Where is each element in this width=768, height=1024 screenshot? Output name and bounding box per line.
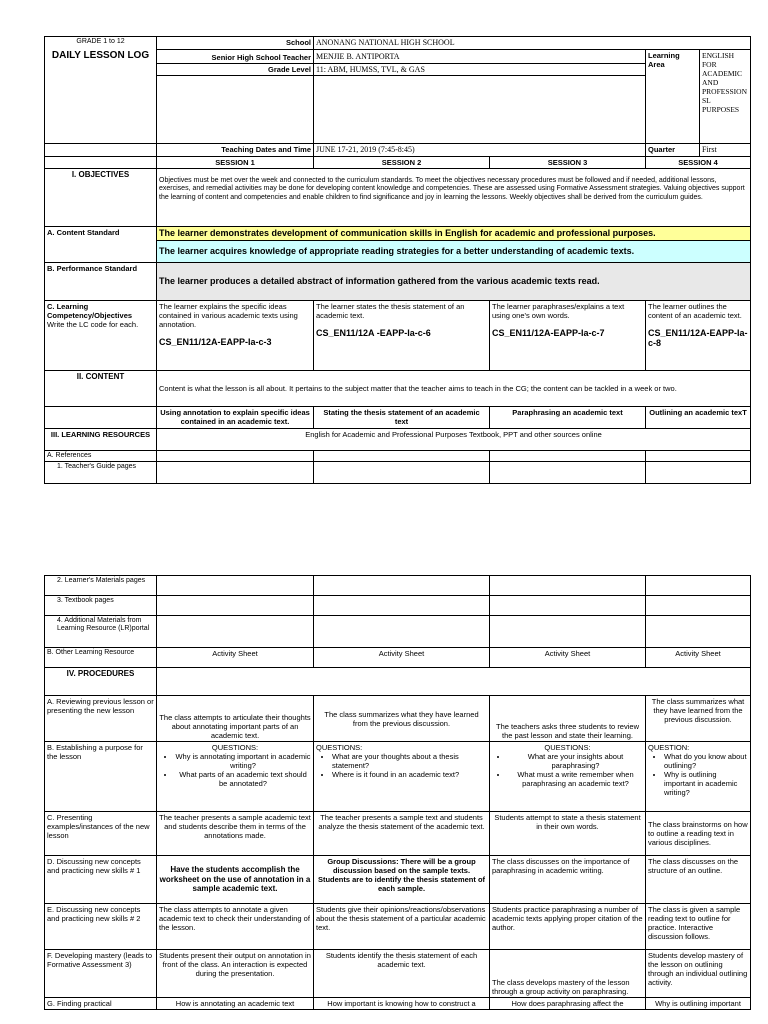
- blank-cell: [157, 461, 314, 483]
- procedure-a-label: A. Reviewing previous lesson or presenting the new lesson: [45, 696, 157, 742]
- teachers-guide-label: 1. Teacher's Guide pages: [45, 461, 157, 483]
- competencies-label: C. Learning Competency/Objectives: [47, 301, 133, 320]
- session-1-header: SESSION 1: [157, 156, 314, 168]
- additional-materials-label: 4. Additional Materials from Learning Resource (LR)portal: [45, 616, 157, 648]
- competency-s1-code: CS_EN11/12A-EAPP-Ia-c-3: [159, 336, 272, 347]
- procedure-b-s2-question-heading: QUESTIONS:: [316, 743, 363, 752]
- activity-sheet-s2: Activity Sheet: [314, 648, 490, 668]
- quarter-label: Quarter: [646, 144, 700, 157]
- list-item: • What must a write remember when paraphrasing an academic text?: [508, 770, 643, 788]
- list-item: • What parts of an academic text should be annotated?: [175, 770, 311, 788]
- content-standard-label: A. Content Standard: [45, 226, 157, 262]
- blank-cell: [314, 616, 490, 648]
- procedure-a-s3: The teachers asks three students to review the past lesson and state their learning.: [490, 696, 646, 742]
- lesson-log-table-bottom: [44, 575, 751, 1010]
- blank-cell: [646, 450, 751, 461]
- blank-cell: [314, 576, 490, 596]
- list-item: • Why is outlining important in academic writing?: [664, 770, 748, 797]
- procedure-b-s2: [314, 742, 490, 812]
- procedure-f-s3: The class develops mastery of the lesson through a group activity on paraphrasing.: [490, 950, 646, 998]
- objectives-text: Objectives must be met over the week and connected to the curriculum standards. To meet the objectives necessary procedures must be followed and if needed, additional lessons, exercises, and remedial activities may be done for developing content knowledge and competencies. These are assessed using Formative Assessment strategies. Valuing objectives support the learning of content and competencies and enable children to find significance and joy in learning the lessons. Weekly objectives shall be derived from the curriculum guides.: [157, 168, 751, 226]
- other-resource-label: B. Other Learning Resource: [45, 648, 157, 668]
- blank-cell: [314, 76, 646, 144]
- list-item: • What are your thoughts about a thesis statement?: [332, 752, 487, 770]
- activity-sheet-s1: Activity Sheet: [157, 648, 314, 668]
- blank-cell: [490, 616, 646, 648]
- blank-cell: [646, 576, 751, 596]
- procedures-label: IV. PROCEDURES: [45, 668, 157, 696]
- content-standard-text: The learner acquires knowledge of appropriate reading strategies for a better understanding of academic texts.: [157, 240, 751, 262]
- procedure-d-s1: Have the students accomplish the worksheet on the use of annotation in a sample academic text.: [157, 856, 314, 904]
- blank-cell: [490, 450, 646, 461]
- blank-cell: [45, 406, 157, 428]
- learning-area-value: ENGLISH FOR ACADEMIC AND PROFESSIONSL PURPOSES: [700, 49, 751, 144]
- content-label: II. CONTENT: [45, 370, 157, 406]
- content-s1: Using annotation to explain specific ideas contained in an academic text.: [157, 406, 314, 428]
- objectives-label: I. OBJECTIVES: [45, 168, 157, 226]
- procedure-f-s1: Students present their output on annotation in front of the class. An interaction is expected during the presentation.: [157, 950, 314, 998]
- procedure-c-label: C. Presenting examples/instances of the new lesson: [45, 812, 157, 856]
- competency-s1-text: The learner explains the specific ideas contained in various academic texts using annotation.: [159, 301, 298, 329]
- performance-standard-text: The learner produces a detailed abstract of information gathered from the various academic texts read.: [157, 262, 751, 300]
- blank-cell: [45, 156, 157, 168]
- blank-cell: [314, 596, 490, 616]
- content-s4: Outlining an academic texT: [646, 406, 751, 428]
- procedure-e-s1: The class attempts to annotate a given academic text to check their understanding of the lesson.: [157, 904, 314, 950]
- procedure-f-s2: Students identify the thesis statement of each academic text.: [314, 950, 490, 998]
- blank-cell: [157, 668, 751, 696]
- procedure-f-label: F. Developing mastery (leads to Formative Assessment 3): [45, 950, 157, 998]
- quarter-value: First: [700, 144, 751, 157]
- content-text: Content is what the lesson is all about. It pertains to the subject matter that the teacher aims to teach in the CG; the content can be tackled in a week or two.: [157, 370, 751, 406]
- session-2-header: SESSION 2: [314, 156, 490, 168]
- blank-cell: [157, 450, 314, 461]
- document-title: DAILY LESSON LOG: [45, 49, 157, 144]
- procedure-g-s1: How is annotating an academic text: [157, 998, 314, 1010]
- procedure-c-s4: The class brainstorms on how to outline a reading text in various disciplines.: [646, 812, 751, 856]
- references-label: A. References: [45, 450, 157, 461]
- procedure-g-s3: How does paraphrasing affect the: [490, 998, 646, 1010]
- list-item: • Where is it found in an academic text?: [332, 770, 487, 779]
- textbook-pages-label: 3. Textbook pages: [45, 596, 157, 616]
- competencies-sublabel: Write the LC code for each.: [47, 319, 139, 329]
- school-label: School: [157, 37, 314, 50]
- lesson-log-table-top: [44, 36, 751, 484]
- performance-standard-label: B. Performance Standard: [45, 262, 157, 300]
- procedure-b-s3: [490, 742, 646, 812]
- procedure-d-s3: The class discusses on the importance of paraphrasing in academic writing.: [490, 856, 646, 904]
- competency-s3-code: CS_EN11/12A-EAPP-Ia-c-7: [492, 327, 605, 338]
- blank-cell: [157, 616, 314, 648]
- list-item: • What are your insights about paraphrasing?: [508, 752, 643, 770]
- blank-cell: [646, 596, 751, 616]
- dates-value: JUNE 17-21, 2019 (7:45-8:45): [314, 144, 646, 157]
- competency-s4: [646, 300, 751, 370]
- teacher-name: MENJIE B. ANTIPORTA: [314, 49, 646, 63]
- procedure-g-label: G. Finding practical: [45, 998, 157, 1010]
- session-4-header: SESSION 4: [646, 156, 751, 168]
- procedure-g-s2: How important is knowing how to construct a: [314, 998, 490, 1010]
- learners-materials-label: 2. Learner's Materials pages: [45, 576, 157, 596]
- session-3-header: SESSION 3: [490, 156, 646, 168]
- lesson-log-page-1: [44, 36, 750, 484]
- procedure-c-s3: Students attempt to state a thesis statement in their own words.: [490, 812, 646, 856]
- blank-cell: [45, 144, 157, 157]
- blank-cell: [646, 461, 751, 483]
- procedure-b-s1: [157, 742, 314, 812]
- activity-sheet-s4: Activity Sheet: [646, 648, 751, 668]
- procedure-b-label: B. Establishing a purpose for the lesson: [45, 742, 157, 812]
- procedure-d-s2: Group Discussions: There will be a group discussion based on the sample texts. Students are to identify the thesis statement of each sample.: [314, 856, 490, 904]
- procedure-e-label: E. Discussing new concepts and practicing new skills # 2: [45, 904, 157, 950]
- blank-cell: [490, 596, 646, 616]
- content-s2: Stating the thesis statement of an academic text: [314, 406, 490, 428]
- procedure-a-s1: The class attempts to articulate their thoughts about annotating important parts of an academic text.: [157, 696, 314, 742]
- procedure-e-s4: The class is given a sample reading text to outline for practice. Interactive discussion follows.: [646, 904, 751, 950]
- activity-sheet-s3: Activity Sheet: [490, 648, 646, 668]
- blank-cell: [314, 461, 490, 483]
- competency-s2: [314, 300, 490, 370]
- grade-level-value: 11: ABM, HUMSS, TVL, & GAS: [314, 63, 646, 76]
- procedure-a-s4: The class summarizes what they have learned from the previous discussion.: [646, 696, 751, 742]
- blank-cell: [314, 450, 490, 461]
- procedure-b-s4: [646, 742, 751, 812]
- procedure-c-s2: The teacher presents a sample text and students analyze the thesis statement of the academic text.: [314, 812, 490, 856]
- competency-s2-code: CS_EN11/12A -EAPP-Ia-c-6: [316, 327, 431, 338]
- procedure-e-s3: Students practice paraphrasing a number of academic texts applying proper citation of the author.: [490, 904, 646, 950]
- procedure-g-s4: Why is outlining important: [646, 998, 751, 1010]
- competency-s3-text: The learner paraphrases/explains a text using one's own words.: [492, 301, 625, 320]
- grade-level-label: Grade Level: [157, 63, 314, 76]
- procedure-e-s2: Students give their opinions/reactions/observations about the thesis statement of a particular academic text.: [314, 904, 490, 950]
- procedure-b-s1-question-heading: QUESTIONS:: [211, 743, 259, 752]
- blank-cell: [157, 596, 314, 616]
- procedure-a-s2: The class summarizes what they have learned from the previous discussion.: [314, 696, 490, 742]
- lesson-log-page-2: [44, 575, 750, 1010]
- competency-s3: [490, 300, 646, 370]
- resources-text: English for Academic and Professional Purposes Textbook, PPT and other sources online: [157, 428, 751, 450]
- procedure-d-label: D. Discussing new concepts and practicing new skills # 1: [45, 856, 157, 904]
- competency-s1: [157, 300, 314, 370]
- resources-label: III. LEARNING RESOURCES: [45, 428, 157, 450]
- competencies-label-cell: [45, 300, 157, 370]
- procedure-b-s3-question-heading: QUESTIONS:: [544, 743, 591, 752]
- blank-cell: [157, 76, 314, 144]
- school-name: ANONANG NATIONAL HIGH SCHOOL: [314, 37, 751, 50]
- procedure-f-s4: Students develop mastery of the lesson on outlining through an individual outlining activity.: [646, 950, 751, 998]
- procedure-c-s1: The teacher presents a sample academic text and students describe them in terms of the annotations made.: [157, 812, 314, 856]
- content-s3: Paraphrasing an academic text: [490, 406, 646, 428]
- procedure-d-s4: The class discusses on the structure of an outline.: [646, 856, 751, 904]
- dates-label: Teaching Dates and Time: [157, 144, 314, 157]
- blank-cell: [490, 576, 646, 596]
- grade-range: GRADE 1 to 12: [45, 37, 157, 50]
- procedure-b-s4-question-heading: QUESTION:: [648, 743, 690, 752]
- teacher-label: Senior High School Teacher: [157, 49, 314, 63]
- blank-cell: [646, 616, 751, 648]
- list-item: • What do you know about outlining?: [664, 752, 748, 770]
- competency-s4-code: CS_EN11/12A-EAPP-Ia-c-8: [648, 327, 748, 349]
- list-item: • Why is annotating important in academic writing?: [175, 752, 311, 770]
- competency-s4-text: The learner outlines the content of an academic text.: [648, 301, 742, 320]
- content-standard-heading: The learner demonstrates development of communication skills in English for academic and professional purposes.: [157, 226, 751, 240]
- learning-area-label: Learning Area: [646, 49, 700, 144]
- blank-cell: [157, 576, 314, 596]
- competency-s2-text: The learner states the thesis statement of an academic text.: [316, 301, 465, 320]
- blank-cell: [490, 461, 646, 483]
